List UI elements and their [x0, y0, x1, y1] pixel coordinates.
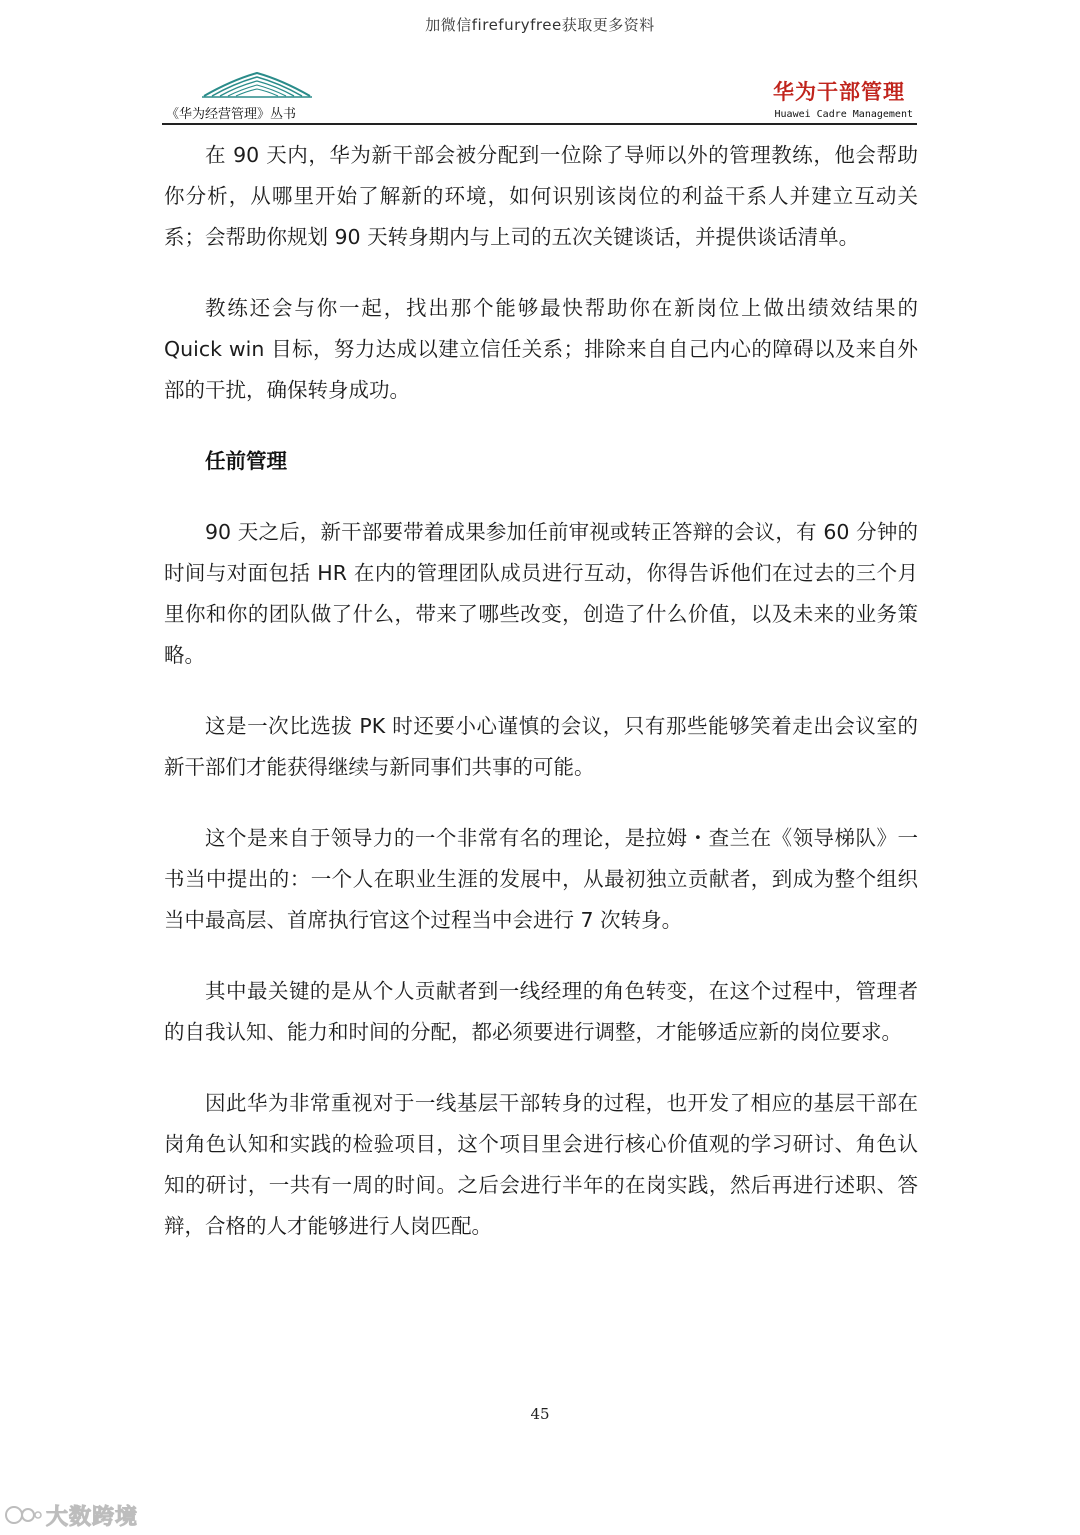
series-title: 《华为经营管理》丛书 [166, 107, 297, 122]
paragraph-4: 这是一次比选拔 PK 时还要小心谨慎的会议，只有那些能够笑着走出会议室的新干部们才能获得继续与新同事们共事的可能。 [164, 714, 918, 779]
brand-title: 华为干部管理 [773, 80, 905, 104]
paragraph-1: 在 90 天内，华为新干部会被分配到一位除了导师以外的管理教练，他会帮助你分析，从哪里开始了解新的环境，如何识别该岗位的利益干系人并建立互动关系；会帮助你规划 90 天转身期内与上司的五次关键谈话，并提供谈话清单。 [164, 143, 918, 249]
paragraph-3: 90 天之后，新干部要带着成果参加任前审视或转正答辩的会议，有 60 分钟的时间与对面包括 HR 在内的管理团队成员进行互动，你得告诉他们在过去的三个月里你和你的团队做了什么，带来了哪些改变，创造了什么价值，以及未来的业务策略。 [164, 520, 918, 667]
page-number: 45 [530, 1405, 550, 1423]
top-watermark: 加微信firefuryfree获取更多资料 [425, 16, 655, 34]
watermark-text: 大数跨境 [46, 1504, 139, 1530]
watermark-logo-icon [4, 1502, 42, 1528]
series-logo-icon [202, 70, 312, 104]
paragraph-5: 这个是来自于领导力的一个非常有名的理论，是拉姆・查兰在《领导梯队》一书当中提出的：一个人在职业生涯的发展中，从最初独立贡献者，到成为整个组织当中最高层、首席执行官这个过程当中会进行 7 次转身。 [164, 826, 918, 932]
paragraph-7: 因此华为非常重视对于一线基层干部转身的过程，也开发了相应的基层干部在岗角色认知和实践的检验项目，这个项目里会进行核心价值观的学习研讨、角色认知的研讨，一共有一周的时间。之后会进行半年的在岗实践，然后再进行述职、答辩，合格的人才能够进行人岗匹配。 [164, 1091, 918, 1238]
page-header [162, 70, 917, 126]
footer-watermark [4, 1497, 138, 1533]
paragraph-2: 教练还会与你一起，找出那个能够最快帮助你在新岗位上做出绩效结果的 Quick win 目标，努力达成以建立信任关系；排除来自自己内心的障碍以及来自外部的干扰，确保转身成功。 [164, 296, 918, 402]
page-body [164, 135, 918, 1247]
section-heading: 任前管理 [205, 449, 287, 473]
header-divider [162, 123, 917, 125]
brand-subtitle: Huawei Cadre Management [774, 109, 913, 120]
paragraph-6: 其中最关键的是从个人贡献者到一线经理的角色转变，在这个过程中，管理者的自我认知、能力和时间的分配，都必须要进行调整，才能够适应新的岗位要求。 [164, 979, 918, 1044]
